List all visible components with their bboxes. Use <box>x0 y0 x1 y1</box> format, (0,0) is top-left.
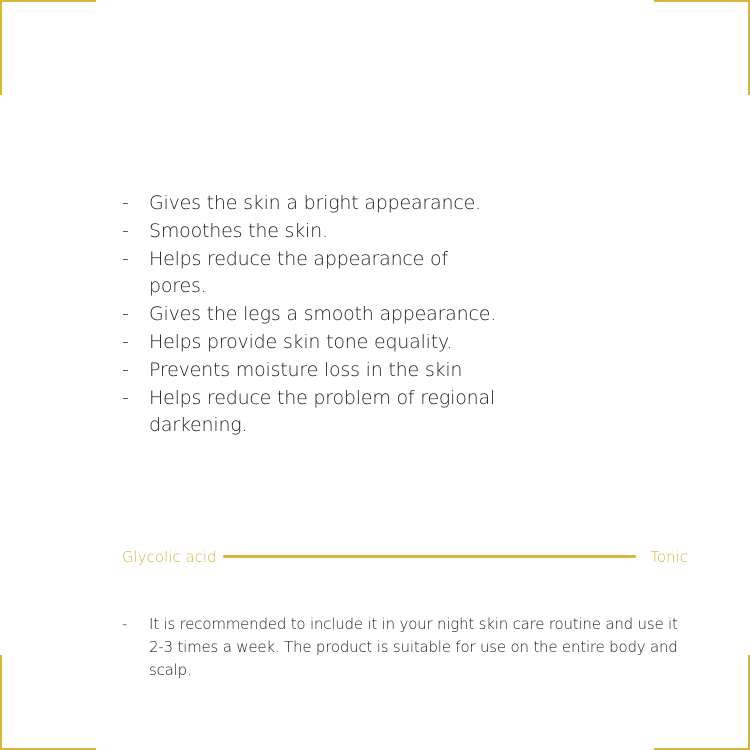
list-item <box>122 301 502 329</box>
list-item <box>122 218 502 246</box>
bullet-dash: - <box>122 358 129 381</box>
corner-frame-top-left <box>0 0 96 95</box>
bullet-dash: - <box>122 247 129 270</box>
list-item <box>122 190 502 218</box>
benefit-text: Smoothes the skin. <box>149 219 328 242</box>
bullet-dash: - <box>122 330 129 353</box>
benefit-text: Gives the skin a bright appearance. <box>149 192 481 214</box>
bullet-dash: - <box>122 303 129 326</box>
usage-text: It is recommended to include it in your night skin care routine and use it 2-3 times a week. The product is suitable for use on the entire body and scalp. <box>149 615 678 679</box>
list-item <box>122 357 502 385</box>
list-item <box>122 329 502 357</box>
corner-frame-bottom-left <box>0 655 96 750</box>
benefit-text: Gives the legs a smooth appearance. <box>149 303 497 326</box>
benefit-text: Helps reduce the appearance of pores. <box>149 247 448 298</box>
bullet-dash: - <box>122 219 129 242</box>
benefits-list <box>122 190 502 440</box>
benefit-text: Helps provide skin tone equality. <box>149 330 453 353</box>
ingredient-divider <box>122 546 688 568</box>
corner-frame-top-right <box>654 0 750 95</box>
list-item <box>122 385 502 441</box>
divider-line <box>223 555 636 558</box>
list-item <box>122 246 502 302</box>
benefit-text: Prevents moisture loss in the skin <box>149 358 463 381</box>
bullet-dash: - <box>122 615 128 633</box>
benefit-text: Helps reduce the problem of regional darkening. <box>149 386 495 437</box>
ingredient-label: Glycolic acid <box>122 548 217 566</box>
bullet-dash: - <box>122 192 129 214</box>
usage-note <box>122 613 692 682</box>
bullet-dash: - <box>122 386 129 409</box>
product-type-label: Tonic <box>650 548 688 566</box>
